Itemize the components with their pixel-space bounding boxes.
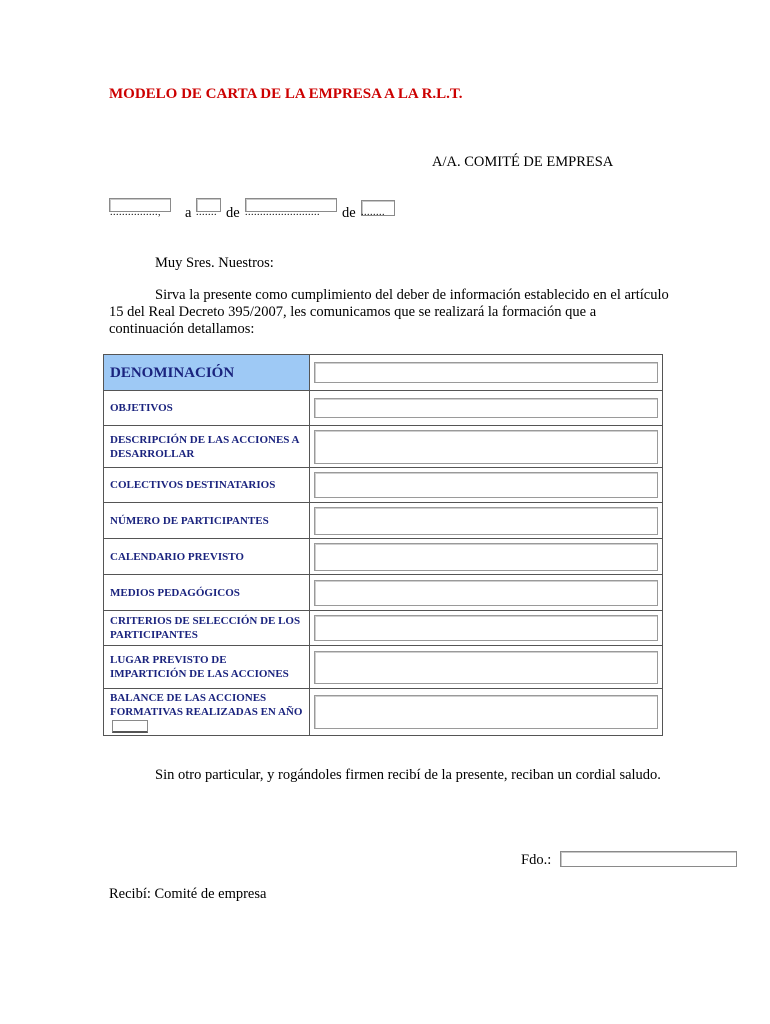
table-row <box>104 611 663 646</box>
descripcion-input[interactable] <box>314 430 658 464</box>
colectivos-label: COLECTIVOS DESTINATARIOS <box>104 468 310 503</box>
month-dots: ......................... <box>245 207 320 218</box>
calendario-input[interactable] <box>314 543 658 571</box>
descripcion-label: DESCRIPCIÓN DE LAS ACCIONES A DESARROLLAR <box>104 426 310 468</box>
date-line <box>109 198 409 222</box>
numero-participantes-input[interactable] <box>314 507 658 535</box>
criterios-label: CRITERIOS DE SELECCIÓN DE LOS PARTICIPANTES <box>104 611 310 646</box>
table-row <box>104 355 663 391</box>
denominacion-input[interactable] <box>314 362 658 383</box>
table-row <box>104 468 663 503</box>
lugar-label: LUGAR PREVISTO DE IMPARTICIÓN DE LAS ACCIONES <box>104 646 310 689</box>
addressee: A/A. COMITÉ DE EMPRESA <box>432 154 614 170</box>
table-row <box>104 575 663 611</box>
table-row <box>104 426 663 468</box>
balance-input[interactable] <box>314 695 658 729</box>
medios-label: MEDIOS PEDAGÓGICOS <box>104 575 310 611</box>
date-de-label-2: de <box>342 205 356 221</box>
day-dots: ....... <box>196 207 217 218</box>
table-row <box>104 539 663 575</box>
year-dots: ........ <box>361 207 385 218</box>
objetivos-label: OBJETIVOS <box>104 391 310 426</box>
medios-input[interactable] <box>314 580 658 606</box>
calendario-label: CALENDARIO PREVISTO <box>104 539 310 575</box>
table-row <box>104 503 663 539</box>
table-row <box>104 391 663 426</box>
table-row <box>104 646 663 689</box>
signature-label: Fdo.: <box>521 852 552 868</box>
lugar-input[interactable] <box>314 651 658 684</box>
balance-year-input[interactable] <box>112 720 148 733</box>
denominacion-label: DENOMINACIÓN <box>104 355 310 391</box>
date-a-label: a <box>185 205 192 221</box>
closing-paragraph: Sin otro particular, y rogándoles firmen recibí de la presente, reciban un cordial saludo. <box>155 767 661 783</box>
receipt-text: Recibí: Comité de empresa <box>109 886 267 902</box>
training-info-table <box>103 354 663 736</box>
city-dots: ................, <box>110 207 161 218</box>
balance-label: BALANCE DE LAS ACCIONES FORMATIVAS REALIZADAS EN AÑO <box>110 692 303 718</box>
table-row <box>104 689 663 736</box>
signature-input[interactable] <box>560 851 737 867</box>
numero-participantes-label: NÚMERO DE PARTICIPANTES <box>104 503 310 539</box>
criterios-input[interactable] <box>314 615 658 641</box>
intro-paragraph: Sirva la presente como cumplimiento del deber de información establecido en el artículo 15 del Real Decreto 395/2007, les comunicamos que se realizará la formación que a continuación detallamos: <box>109 287 669 337</box>
greeting: Muy Sres. Nuestros: <box>155 255 274 271</box>
objetivos-input[interactable] <box>314 398 658 418</box>
colectivos-input[interactable] <box>314 472 658 498</box>
date-de-label-1: de <box>226 205 240 221</box>
document-title: MODELO DE CARTA DE LA EMPRESA A LA R.L.T. <box>109 86 463 102</box>
balance-label-cell <box>104 689 310 736</box>
